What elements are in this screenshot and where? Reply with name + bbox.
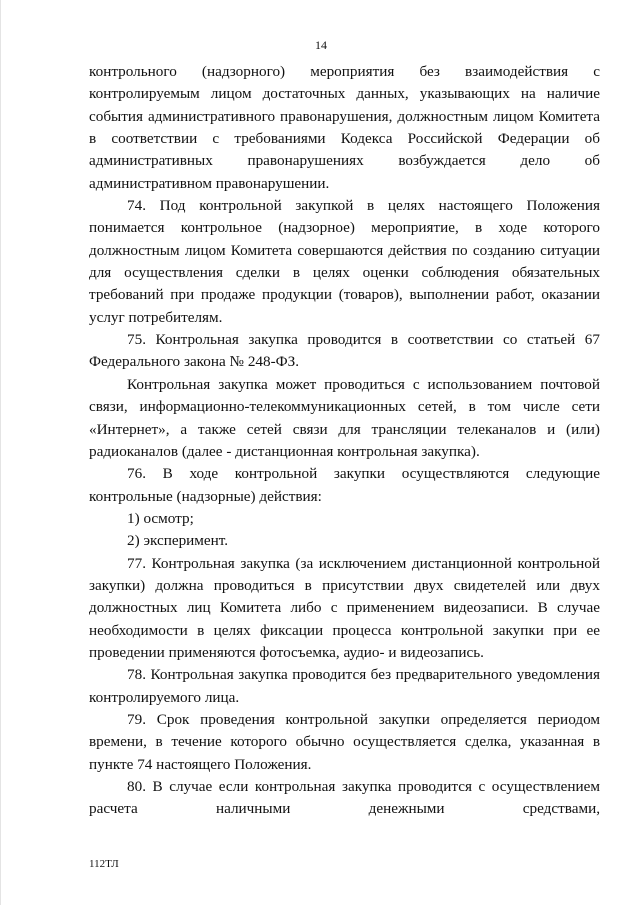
paragraph-continuation: контрольного (надзорного) мероприятия без взаимодействия с контролируемым лицом достаточных данных, указывающих на наличие события административного правонарушения, должностным лицом Комитета в соответствии с требованиями Кодекса Российской Федерации об административных правонарушениях возбуждается дело об административном правонарушении. xyxy=(89,63,600,192)
paragraph-79: 79. Срок проведения контрольной закупки определяется периодом времени, в течение которого обычно осуществляется сделка, указанная в пункте 74 настоящего Положения. xyxy=(89,710,600,773)
paragraph-77: 77. Контрольная закупка (за исключением дистанционной контрольной закупки) должна проводиться в присутствии двух свидетелей или двух должностных лиц Комитета либо с применением видеозаписи. В случае необходимости в целях фиксации процесса контрольной закупки при ее проведении применяются фотосъемка, аудио- и видеозапись. xyxy=(89,554,600,661)
list-item-experiment: 2) эксперимент. xyxy=(127,532,229,550)
paragraph-80: 80. В случае если контрольная закупка проводится с осуществлением расчета наличными денежными средствами, xyxy=(89,778,600,818)
page-number: 14 xyxy=(315,38,327,52)
paragraph-76: 76. В ходе контрольной закупки осуществляются следующие контрольные (надзорные) действия: xyxy=(89,465,600,505)
paragraph-75-remote: Контрольная закупка может проводиться с использованием почтовой связи, информационно-телекоммуникационных сетей, в том числе сети «Интернет», а также сетей связи для трансляции телеканалов и (или) радиоканалов (далее - дистанционная контрольная закупка). xyxy=(89,375,600,460)
document-code: 112ТЛ xyxy=(89,858,119,870)
paragraph-75: 75. Контрольная закупка проводится в соответствии со статьей 67 Федерального закона № 248-ФЗ. xyxy=(89,331,600,371)
document-body xyxy=(89,61,600,821)
paragraph-74: 74. Под контрольной закупкой в целях настоящего Положения понимается контрольное (надзорное) мероприятие, в ходе которого должностным лицом Комитета совершаются действия по созданию ситуации для осуществления сделки в целях оценки соблюдения обязательных требований при продаже продукции (товаров), выполнении работ, оказании услуг потребителям. xyxy=(89,197,600,326)
paragraph-78: 78. Контрольная закупка проводится без предварительного уведомления контролируемого лица. xyxy=(89,666,600,706)
list-item-inspection: 1) осмотр; xyxy=(127,509,194,527)
